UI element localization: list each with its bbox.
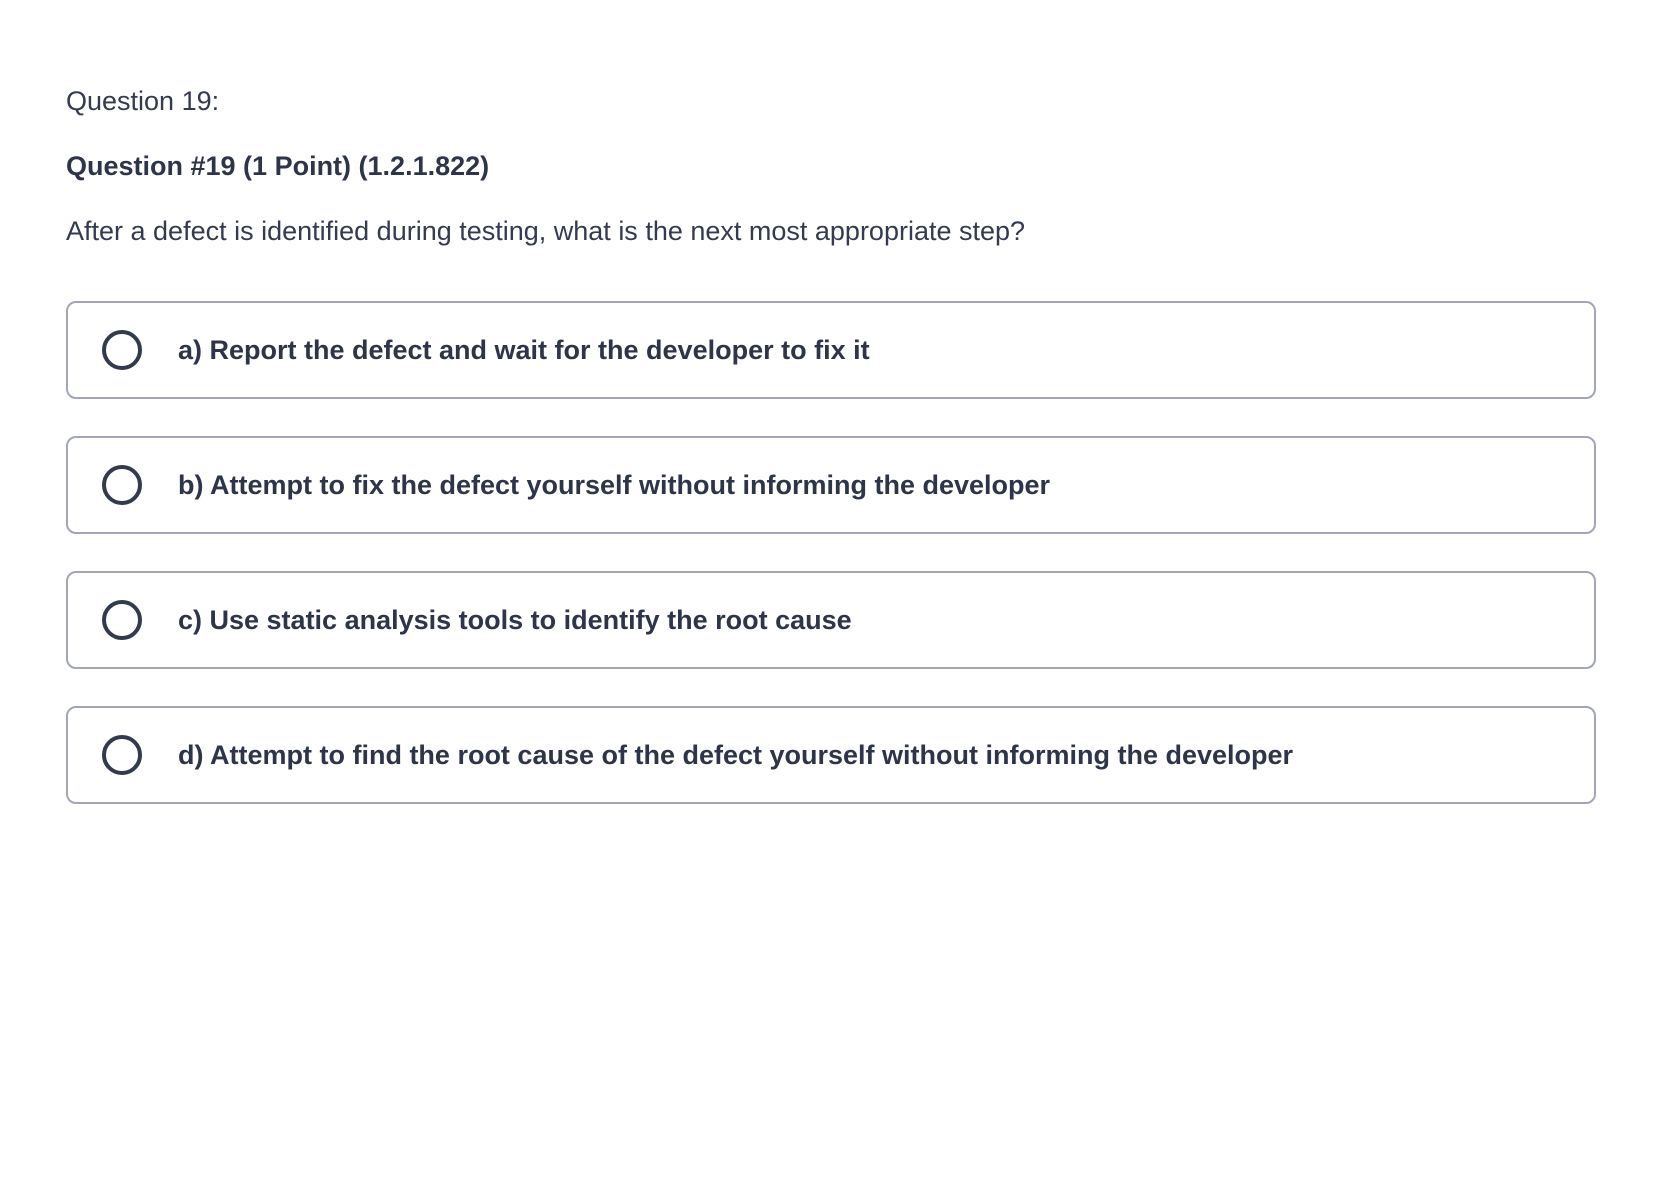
option-a-label: a) Report the defect and wait for the developer to fix it [178,335,870,365]
option-c-label: c) Use static analysis tools to identify the root cause [178,605,852,635]
options-list [66,301,1596,804]
question-number: Question 19: [66,86,220,116]
radio-unselected-icon[interactable] [102,600,142,640]
option-c[interactable] [66,571,1596,669]
question-title: Question #19 (1 Point) (1.2.1.822) [66,151,490,181]
option-b[interactable] [66,436,1596,534]
radio-unselected-icon[interactable] [102,735,142,775]
option-a[interactable] [66,301,1596,399]
radio-unselected-icon[interactable] [102,330,142,370]
option-d[interactable] [66,706,1596,804]
question-prompt: After a defect is identified during testing, what is the next most appropriate step? [66,216,1026,246]
option-d-label: d) Attempt to find the root cause of the defect yourself without informing the developer [178,740,1294,770]
option-b-label: b) Attempt to fix the defect yourself without informing the developer [178,470,1051,500]
radio-unselected-icon[interactable] [102,465,142,505]
